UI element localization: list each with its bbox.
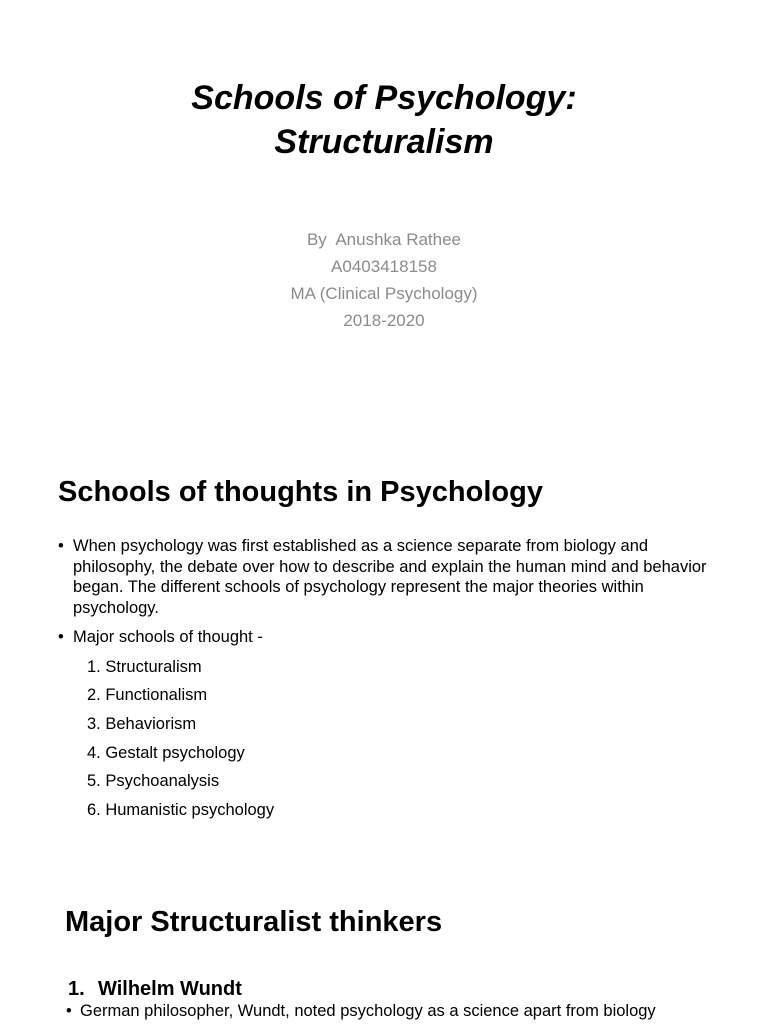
thinker-name: Wilhelm Wundt: [98, 978, 242, 1000]
school-item-gestalt: 4. Gestalt psychology: [87, 743, 245, 762]
slide-structuralist-thinkers: [0, 880, 768, 1024]
enrollment-number: A0403418158: [331, 257, 437, 276]
school-item-structuralism: 1. Structuralism: [87, 657, 202, 676]
thinker-number: 1.: [68, 978, 85, 1000]
slide-heading: Schools of thoughts in Psychology: [58, 476, 543, 508]
school-item-functionalism: 2. Functionalism: [87, 686, 208, 705]
thinker-heading: [68, 976, 242, 1002]
bullet-item: [58, 627, 718, 648]
slide-schools-of-thought: [0, 430, 768, 870]
title-line-1: Schools of Psychology:: [191, 79, 577, 117]
bullet-text: When psychology was first established as a science separate from biology and philosophy, the debate over how to describe and explain the human mind and behavior began. The different schools of psychology represent the major theories within psychology.: [73, 537, 707, 617]
bullet-list: [58, 536, 718, 829]
bullet-item: [66, 1001, 768, 1022]
bullet-icon: •: [66, 1002, 72, 1020]
program-name: MA (Clinical Psychology): [290, 284, 478, 303]
bullet-item: [58, 536, 718, 618]
author-block: [0, 226, 768, 334]
presentation-title: [0, 76, 768, 164]
school-item-behaviorism: 3. Behaviorism: [87, 714, 197, 733]
slide-heading: Major Structuralist thinkers: [65, 906, 443, 938]
slide-title: [0, 0, 768, 420]
school-item-humanistic: 6. Humanistic psychology: [87, 800, 275, 819]
school-item-psychoanalysis: 5. Psychoanalysis: [87, 772, 220, 791]
bullet-text: German philosopher, Wundt, noted psychology as a science apart from biology: [80, 1002, 656, 1020]
title-line-2: Structuralism: [274, 123, 494, 161]
academic-years: 2018-2020: [343, 311, 425, 330]
schools-list: [58, 657, 718, 829]
author-name: By Anushka Rathee: [306, 230, 462, 249]
bullet-text: Major schools of thought -: [73, 628, 263, 646]
bullet-icon: •: [58, 628, 64, 646]
bullet-icon: •: [58, 537, 64, 555]
